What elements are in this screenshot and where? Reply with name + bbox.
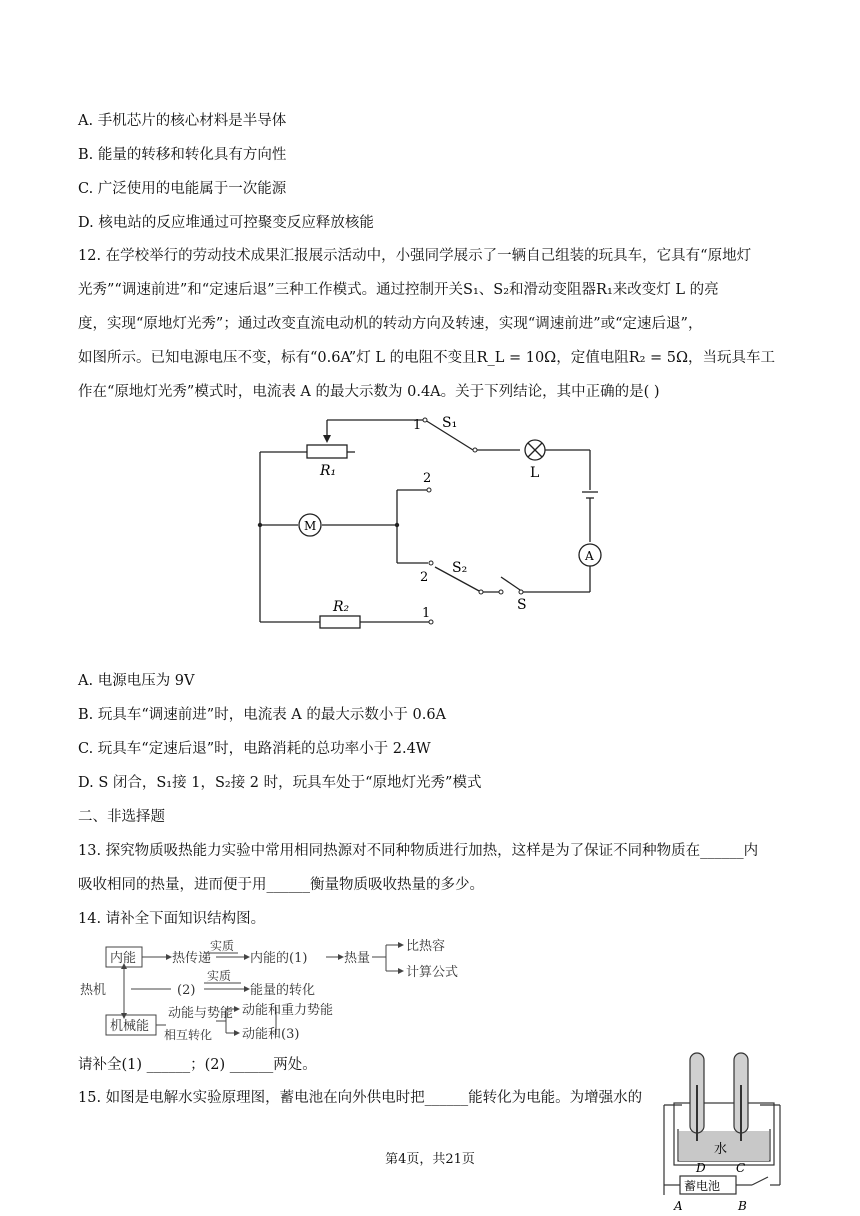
label-lamp: L	[530, 465, 540, 481]
label-battery: 蓄电池	[684, 1179, 721, 1193]
label-motor: M	[304, 519, 317, 533]
text-nengliang: 能量的转化	[250, 983, 316, 998]
label-s: S	[517, 597, 527, 613]
q12-option-b: B. 玩具车“调速前进”时，电流表 A 的最大示数小于 0.6A	[78, 707, 447, 723]
label-contact-2-bottom: 2	[420, 570, 429, 585]
label-a: A	[674, 1199, 683, 1213]
q11-option-b: B. 能量的转移和转化具有方向性	[78, 147, 287, 163]
text-reliang: 热量	[344, 951, 371, 966]
circuit-diagram	[245, 405, 615, 645]
q11-option-a: A. 手机芯片的核心材料是半导体	[78, 113, 287, 129]
text-blank-2: (2)	[177, 983, 196, 998]
box-neineng: 内能	[110, 951, 137, 966]
text-dongshi: 动能与势能	[168, 1006, 234, 1021]
text-dongzhong: 动能和重力势能	[242, 1003, 334, 1018]
label-r2: R₂	[333, 599, 350, 615]
q12-line-1: 12. 在学校举行的劳动技术成果汇报展示活动中，小强同学展示了一辆自己组装的玩具车，它具有“原地灯	[78, 248, 752, 264]
q13-line-1: 13. 探究物质吸热能力实验中常用相同热源对不同种物质进行加热，这样是为了保证不同种物质在______内	[78, 843, 759, 859]
label-r1: R₁	[320, 463, 337, 479]
q14-stem: 14. 请补全下面知识结构图。	[78, 911, 266, 927]
label-contact-1-top: 1	[413, 418, 422, 433]
text-xianghu: 相互转化	[164, 1028, 213, 1042]
q12-line-5: 作在“原地灯光秀”模式时，电流表 A 的最大示数为 0.4A。关于下列结论，其中正确的是( )	[78, 384, 660, 400]
label-c: C	[736, 1161, 746, 1175]
box-jixieneng: 机械能	[110, 1019, 150, 1034]
label-contact-2-top: 2	[423, 471, 432, 486]
q13-line-2: 吸收相同的热量，进而便于用______衡量物质吸收热量的多少。	[78, 877, 484, 893]
q12-option-a: A. 电源电压为 9V	[78, 673, 195, 689]
label-s2: S₂	[452, 560, 468, 576]
text-shizhi-2: 实质	[207, 969, 232, 983]
q15-stem: 15. 如图是电解水实验原理图，蓄电池在向外供电时把______能转化为电能。为增强水的	[78, 1090, 643, 1106]
electrolysis-diagram	[660, 1045, 785, 1213]
q12-line-2: 光秀”“调速前进”和“定速后退”三种工作模式。通过控制开关S₁、S₂和滑动变阻器R₁来改变灯 L 的亮	[78, 282, 719, 298]
label-contact-1-bottom: 1	[422, 606, 431, 621]
label-d: D	[696, 1161, 706, 1175]
text-neineng-1: 内能的(1)	[250, 951, 308, 966]
label-water: 水	[714, 1142, 728, 1157]
text-rechuandi: 热传递	[172, 951, 212, 966]
q11-option-d: D. 核电站的反应堆通过可控聚变反应释放核能	[78, 215, 374, 231]
section-heading: 二、非选择题	[78, 809, 165, 825]
q11-option-c: C. 广泛使用的电能属于一次能源	[78, 181, 287, 197]
text-dong-3: 动能和(3)	[242, 1027, 300, 1042]
q12-line-3: 度，实现“原地灯光秀”；通过改变直流电动机的转动方向及转速，实现“调速前进”或“定速后退”，	[78, 316, 703, 332]
text-shizhi-1: 实质	[210, 939, 235, 953]
label-s1: S₁	[442, 415, 458, 431]
text-birerong: 比热容	[406, 939, 446, 954]
label-b: B	[738, 1199, 747, 1213]
text-reji: 热机	[80, 983, 107, 998]
q12-line-4: 如图所示。已知电源电压不变，标有“0.6A”灯 L 的电阻不变且R_L = 10Ω，定值电阻R₂ = 5Ω，当玩具车工	[78, 350, 776, 366]
page-footer: 第4页，共21页	[385, 1152, 475, 1167]
knowledge-structure-diagram	[76, 935, 476, 1045]
q12-option-d: D. S 闭合，S₁接 1，S₂接 2 时，玩具车处于“原地灯光秀”模式	[78, 775, 482, 791]
label-ammeter: A	[585, 549, 594, 563]
text-jisuan: 计算公式	[406, 965, 459, 980]
q14-fill-in: 请补全(1) ______；(2) ______两处。	[78, 1057, 317, 1073]
q12-option-c: C. 玩具车“定速后退”时，电路消耗的总功率小于 2.4W	[78, 741, 431, 757]
